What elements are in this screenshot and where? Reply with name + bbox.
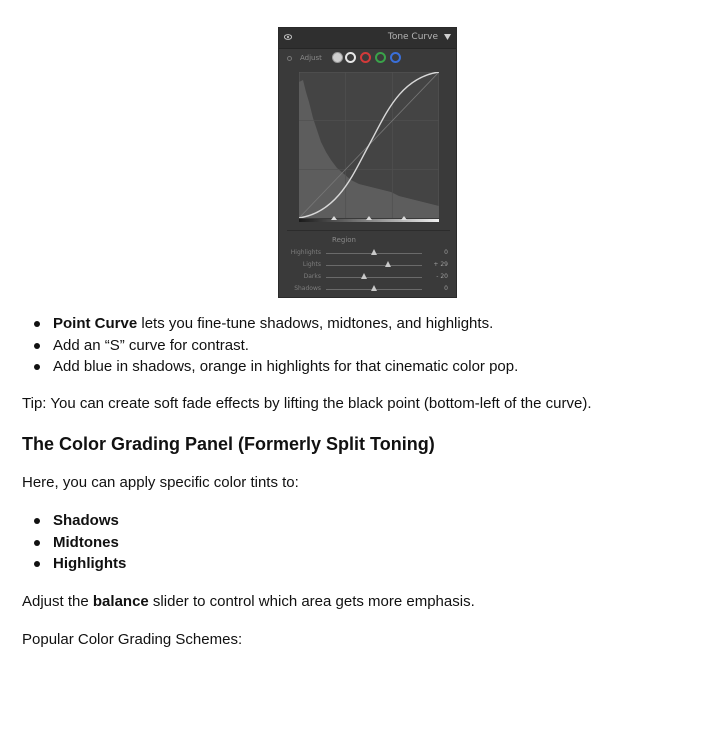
eye-icon[interactable] [284,34,292,40]
slider-label: Darks [303,273,321,280]
panel-title: Tone Curve [387,32,438,42]
section-heading: The Color Grading Panel (Formerly Split Toning) [22,434,435,454]
point-curve-white-icon[interactable] [345,52,356,63]
slider-thumb[interactable] [385,261,391,267]
region-split-bar[interactable] [299,216,439,222]
slider-darks[interactable] [279,271,456,283]
target-adjust-icon[interactable] [287,56,292,61]
schemes-paragraph: Popular Color Grading Schemes: [22,631,243,648]
point-curve-green-icon[interactable] [375,52,386,63]
point-curve-blue-icon[interactable] [390,52,401,63]
intro-paragraph: Here, you can apply specific color tints to: [22,474,299,491]
tone-curve-panel [278,27,457,298]
slider-highlights[interactable] [279,247,456,259]
list-item [22,313,518,335]
panel-header [279,28,456,49]
slider-track[interactable] [326,265,422,266]
list-item-bold: Highlights [53,555,127,572]
split-handle-2 [366,216,372,220]
slider-lights[interactable] [279,259,456,271]
list-item-bold: Point Curve [53,315,138,332]
split-handle-3 [401,216,407,220]
slider-label: Highlights [290,249,321,256]
tones-list [22,510,126,575]
region-divider [287,230,450,231]
adjust-label: Adjust [300,54,322,62]
slider-thumb[interactable] [371,285,377,291]
list-item [22,356,518,378]
slider-value: + 29 [433,261,448,268]
tone-curve-graph[interactable] [299,72,439,218]
slider-label: Lights [302,261,321,268]
list-item [22,532,126,554]
collapse-triangle-icon[interactable] [444,34,451,40]
slider-track[interactable] [326,277,422,278]
slider-shadows[interactable] [279,283,456,295]
slider-value: 0 [444,249,448,256]
list-item-text: Add an “S” curve for contrast. [53,336,249,354]
slider-value: - 20 [436,273,448,280]
adjust-row [279,50,456,68]
parametric-curve-icon[interactable] [332,52,343,63]
balance-text-before: Adjust the [22,593,93,610]
point-curve-red-icon[interactable] [360,52,371,63]
slider-thumb[interactable] [371,249,377,255]
list-item-bold: Midtones [53,533,119,551]
list-item [22,335,518,357]
tip-paragraph: Tip: You can create soft fade effects by lifting the black point (bottom-left of the curve). [22,395,592,412]
list-item-text: lets you fine-tune shadows, midtones, and highlights. [137,315,494,332]
balance-bold: balance [92,593,149,610]
slider-thumb[interactable] [361,273,367,279]
slider-value: 0 [444,285,448,292]
balance-text-after: slider to control which area gets more emphasis. [148,593,475,610]
list-item [22,553,126,575]
list-item-bold: Shadows [53,512,119,529]
region-label: Region [332,236,356,244]
split-handle-1 [331,216,337,220]
balance-paragraph [22,592,475,612]
list-item-text: Add blue in shadows, orange in highlights for that cinematic color pop. [53,358,519,375]
list-item [22,510,126,532]
point-curve-list [22,313,518,378]
slider-label: Shadows [294,285,321,292]
